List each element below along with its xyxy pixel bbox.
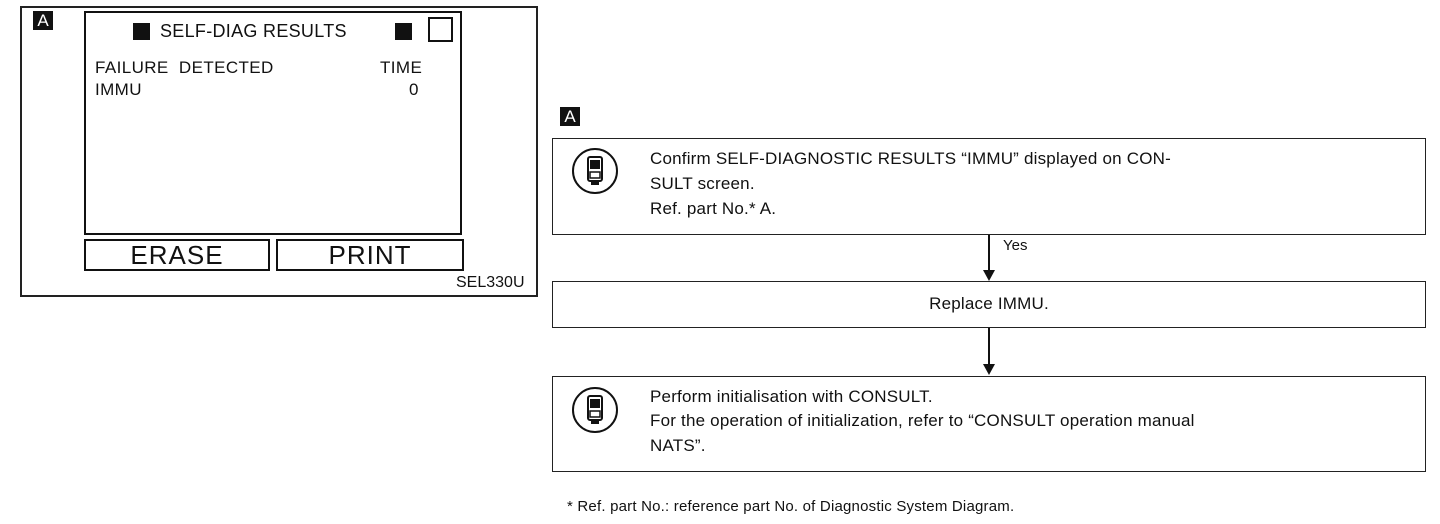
step1-line1: Confirm SELF-DIAGNOSTIC RESULTS “IMMU” displayed on CON- [650, 149, 1171, 168]
step1-line2: SULT screen. [650, 174, 755, 193]
print-button[interactable]: PRINT [276, 239, 464, 271]
failure-detected-header: FAILURE DETECTED [95, 58, 274, 77]
consult-tester-icon [572, 387, 618, 433]
step2-text: Replace IMMU. [929, 294, 1049, 313]
step3-line3: NATS”. [650, 436, 706, 455]
connector-line-2 [988, 328, 990, 366]
step3-line1: Perform initialisation with CONSULT. [650, 387, 933, 406]
figure-tag-a: A [33, 11, 53, 30]
time-header: TIME [380, 58, 423, 77]
step3-line2: For the operation of initialization, refer to “CONSULT operation manual [650, 411, 1195, 430]
consult-tester-icon [572, 148, 618, 194]
yes-label: Yes [1003, 237, 1028, 254]
arrow-down-icon [983, 270, 995, 281]
flow-tag-a: A [560, 107, 580, 126]
connector-line-1 [988, 235, 990, 272]
screen-title: SELF-DIAG RESULTS [160, 21, 347, 41]
failure-time-value: 0 [409, 80, 419, 99]
arrow-down-icon [983, 364, 995, 375]
footnote: * Ref. part No.: reference part No. of Diagnostic System Diagram. [567, 498, 1015, 515]
consult-display [84, 11, 462, 235]
title-right-square-icon [395, 23, 412, 40]
step1-line3: Ref. part No.* A. [650, 199, 777, 218]
erase-button[interactable]: ERASE [84, 239, 270, 271]
figure-code: SEL330U [456, 274, 525, 291]
failure-item-immu: IMMU [95, 80, 142, 99]
title-left-square-icon [133, 23, 150, 40]
screen-corner-box[interactable] [428, 17, 453, 42]
